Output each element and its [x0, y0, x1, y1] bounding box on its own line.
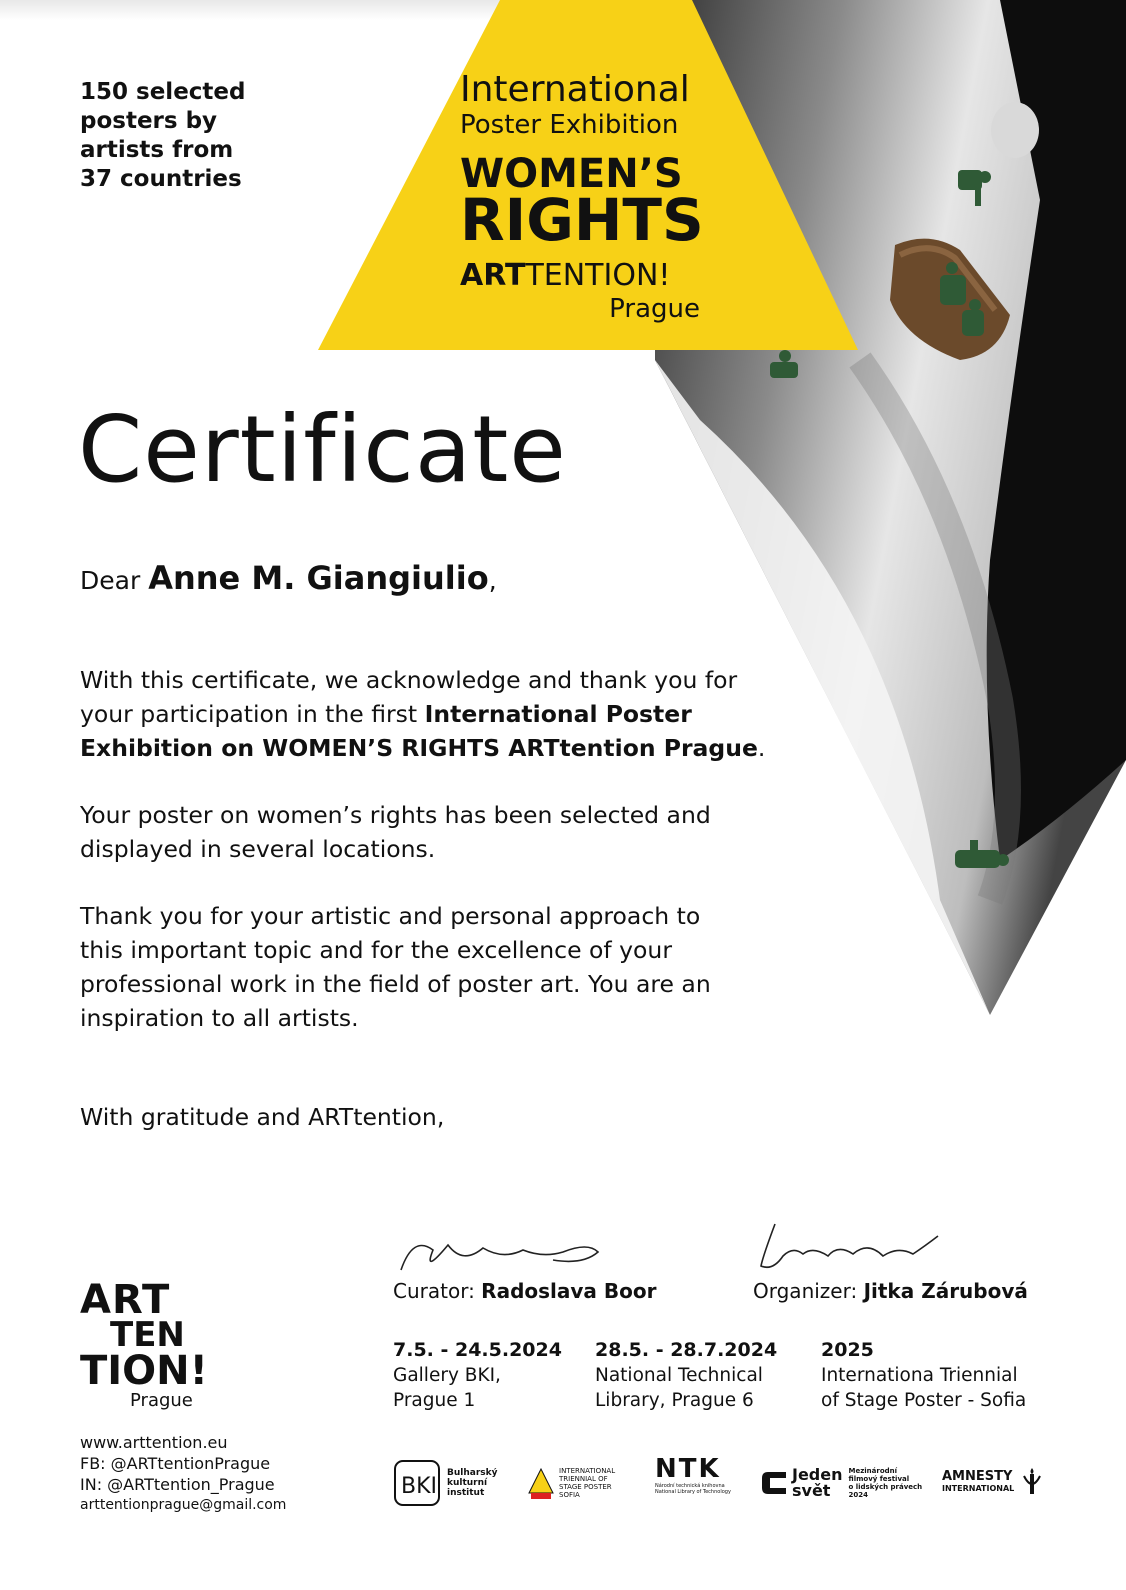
contacts — [80, 1432, 286, 1516]
curator-role: Curator: — [393, 1279, 482, 1303]
event-venue: Gallery BKI, — [393, 1365, 501, 1386]
p1-end: . — [757, 734, 766, 762]
partner-triennial-logo — [527, 1455, 615, 1511]
organizer-signature — [753, 1216, 953, 1276]
intro-line: posters by — [80, 108, 218, 134]
jeden-sub-line: Mezinárodní — [848, 1467, 898, 1475]
closing-line: With gratitude and ARTtention, — [80, 1103, 445, 1131]
ntk-subtitle: Národní technická knihovna National Library of Technology — [655, 1483, 731, 1495]
event-sofia — [821, 1338, 1071, 1413]
curator-name: Radoslava Boor — [481, 1279, 657, 1303]
intro-line: 150 selected — [80, 79, 246, 105]
email-link[interactable]: arttentionprague@gmail.com — [80, 1497, 287, 1513]
partner-bki-logo — [393, 1455, 497, 1511]
greeting-suffix: , — [488, 566, 497, 595]
certificate-title: Certificate — [78, 396, 567, 503]
event-date: 28.5. - 28.7.2024 — [595, 1339, 778, 1361]
banner-brand — [460, 258, 710, 294]
organizer-signature-block — [753, 1278, 1028, 1304]
jeden-sub-line: 2024 — [848, 1491, 868, 1499]
greeting — [80, 560, 497, 599]
ntk-text: NTK — [655, 1454, 721, 1484]
jeden-sub-line: filmový festival — [848, 1475, 910, 1483]
event-ntk — [595, 1338, 795, 1413]
partner-jeden-svet-logo — [760, 1455, 922, 1511]
paragraph-thanks: Thank you for your artistic and personal approach to this important topic and for the excellence of your professional work in the field of poster art. You are an inspiration to all artists. — [80, 902, 711, 1032]
logo-art: ART — [80, 1277, 171, 1323]
exhibition-banner — [460, 70, 710, 324]
event-location: Library, Prague 6 — [595, 1390, 754, 1411]
website-link[interactable]: www.arttention.eu — [80, 1433, 228, 1452]
svg-text:BKI: BKI — [401, 1474, 438, 1499]
bki-line: institut — [447, 1488, 485, 1498]
banner-rights: RIGHTS — [460, 186, 704, 254]
brand-bold: ART — [460, 258, 526, 293]
partner-amnesty-logo — [942, 1455, 1044, 1511]
bki-line: kulturní — [447, 1478, 488, 1488]
curator-signature — [393, 1230, 613, 1280]
intro-line: 37 countries — [80, 166, 242, 192]
curator-signature-block — [393, 1278, 656, 1304]
bki-mark-icon — [393, 1459, 441, 1507]
organizer-role: Organizer: — [753, 1279, 864, 1303]
candle-icon — [1020, 1466, 1044, 1500]
recipient-name: Anne M. Giangiulio — [148, 559, 489, 597]
event-date: 2025 — [821, 1339, 874, 1361]
amnesty-line: INTERNATIONAL — [942, 1484, 1015, 1493]
partner-ntk-logo — [655, 1455, 735, 1511]
intro-text — [80, 78, 280, 194]
paragraph-acknowledge — [80, 663, 770, 765]
jeden-line: svět — [792, 1481, 831, 1500]
p1-exhibition-name: International Poster Exhibition on WOMEN’S RIGHTS ARTtention Prague — [80, 700, 758, 762]
jeden-sub-line: o lidských právech — [848, 1483, 923, 1491]
banner-international: International — [460, 69, 690, 110]
arttention-logo — [80, 1277, 210, 1412]
banner-poster-exhibition: Poster Exhibition — [460, 110, 679, 140]
amnesty-line: AMNESTY — [942, 1469, 1013, 1484]
triennial-line: SOFIA — [559, 1491, 580, 1499]
event-gallery-bki — [393, 1338, 583, 1413]
instagram-handle: IN: @ARTtention_Prague — [80, 1475, 275, 1494]
brand-rest: TENTION! — [525, 258, 671, 293]
p1-text: With this certificate, we acknowledge and thank you for your participation in the first — [80, 666, 738, 728]
jeden-svet-mark-icon — [760, 1468, 788, 1498]
logo-city: Prague — [130, 1390, 193, 1411]
triennial-line: INTERNATIONAL — [559, 1467, 616, 1475]
triennial-line: STAGE POSTER — [559, 1483, 612, 1491]
event-date: 7.5. - 24.5.2024 — [393, 1339, 562, 1361]
organizer-name: Jitka Zárubová — [863, 1279, 1028, 1303]
banner-city: Prague — [609, 294, 700, 324]
event-venue: Internationa Triennial — [821, 1365, 1018, 1386]
event-venue: National Technical — [595, 1365, 763, 1386]
logo-tion: TION! — [80, 1348, 208, 1394]
event-location: Prague 1 — [393, 1390, 476, 1411]
event-location: of Stage Poster - Sofia — [821, 1390, 1027, 1411]
paragraph-selected: Your poster on women’s rights has been selected and displayed in several locations. — [80, 801, 711, 863]
jeden-line: Jeden — [792, 1465, 843, 1484]
facebook-handle: FB: @ARTtentionPrague — [80, 1454, 271, 1473]
banner-womens: WOMEN’S — [460, 151, 683, 197]
triennial-mark-icon — [527, 1463, 557, 1503]
intro-line: artists from — [80, 137, 234, 163]
triennial-line: TRIENNIAL OF — [559, 1475, 608, 1483]
logo-ten: TEN — [110, 1315, 185, 1355]
greeting-prefix: Dear — [80, 566, 149, 595]
bki-line: Bulharský — [447, 1468, 498, 1478]
